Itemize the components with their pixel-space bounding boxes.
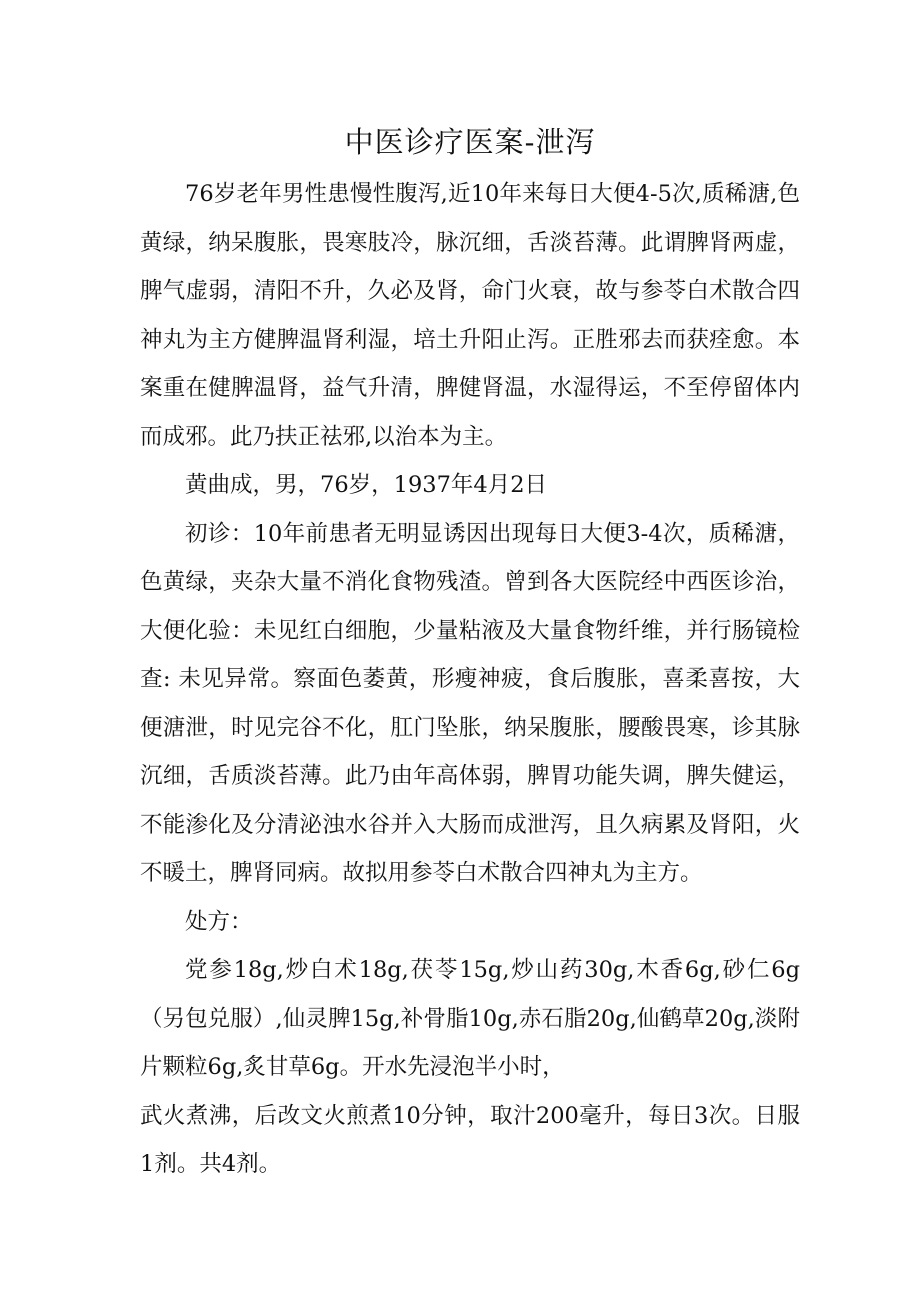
patient-info-paragraph: 黄曲成，男，76岁，1937年4月2日 xyxy=(185,472,548,498)
case-summary-paragraph: 76岁老年男性患慢性腹泻,近10年来每日大便4-5次,质稀溏,色黄绿，纳呆腹胀，畏寒肢冷，脉沉细，舌淡苔薄。此谓脾肾两虚，脾气虚弱，清阳不升，久必及肾，命门火衰，故与参苓白术散合四神丸为主方健脾温肾利湿，培土升阳止泻。正胜邪去而获痊愈。本案重在健脾温肾，益气升清，脾健肾温，水湿得运，不至停留体内而成邪。此乃扶正祛邪,以治本为主。 xyxy=(140,181,800,450)
decoction-instructions-paragraph: 武火煮沸，后改文火煎煮10分钟，取汁200毫升，每日3次。日服1剂。共4剂。 xyxy=(140,1102,800,1177)
prescription-heading: 处方： xyxy=(185,908,253,935)
prescription-paragraph: 党参18g,炒白术18g,茯苓15g,炒山药30g,木香6g,砂仁6g（另包兑服）,仙灵脾15g,补骨脂10g,赤石脂20g,仙鹤草20g,淡附片颗粒6g,炙甘草6g。开水先浸泡半小时， xyxy=(140,957,800,1080)
document-page xyxy=(140,118,800,1189)
first-visit-paragraph: 初诊：10年前患者无明显诱因出现每日大便3-4次，质稀溏，色黄绿，夹杂大量不消化食物残渣。曾到各大医院经中西医诊治，大便化验：未见红白细胞，少量粘液及大量食物纤维，并行肠镜检查: 未见异常。察面色萎黄，形瘦神疲，食后腹胀，喜柔喜按，大便溏泄，时见完谷不化，肛门坠胀，纳呆腹胀，腰酸畏寒，诊其脉沉细，舌质淡苔薄。此乃由年高体弱，脾胃功能失调，脾失健运，不能渗化及分清泌浊水谷并入大肠而成泄泻，且久病累及肾阳，火不暖土，脾肾同病。故拟用参苓白术散合四神丸为主方。 xyxy=(140,520,800,886)
document-title: 中医诊疗医案-泄泻 xyxy=(344,125,596,159)
